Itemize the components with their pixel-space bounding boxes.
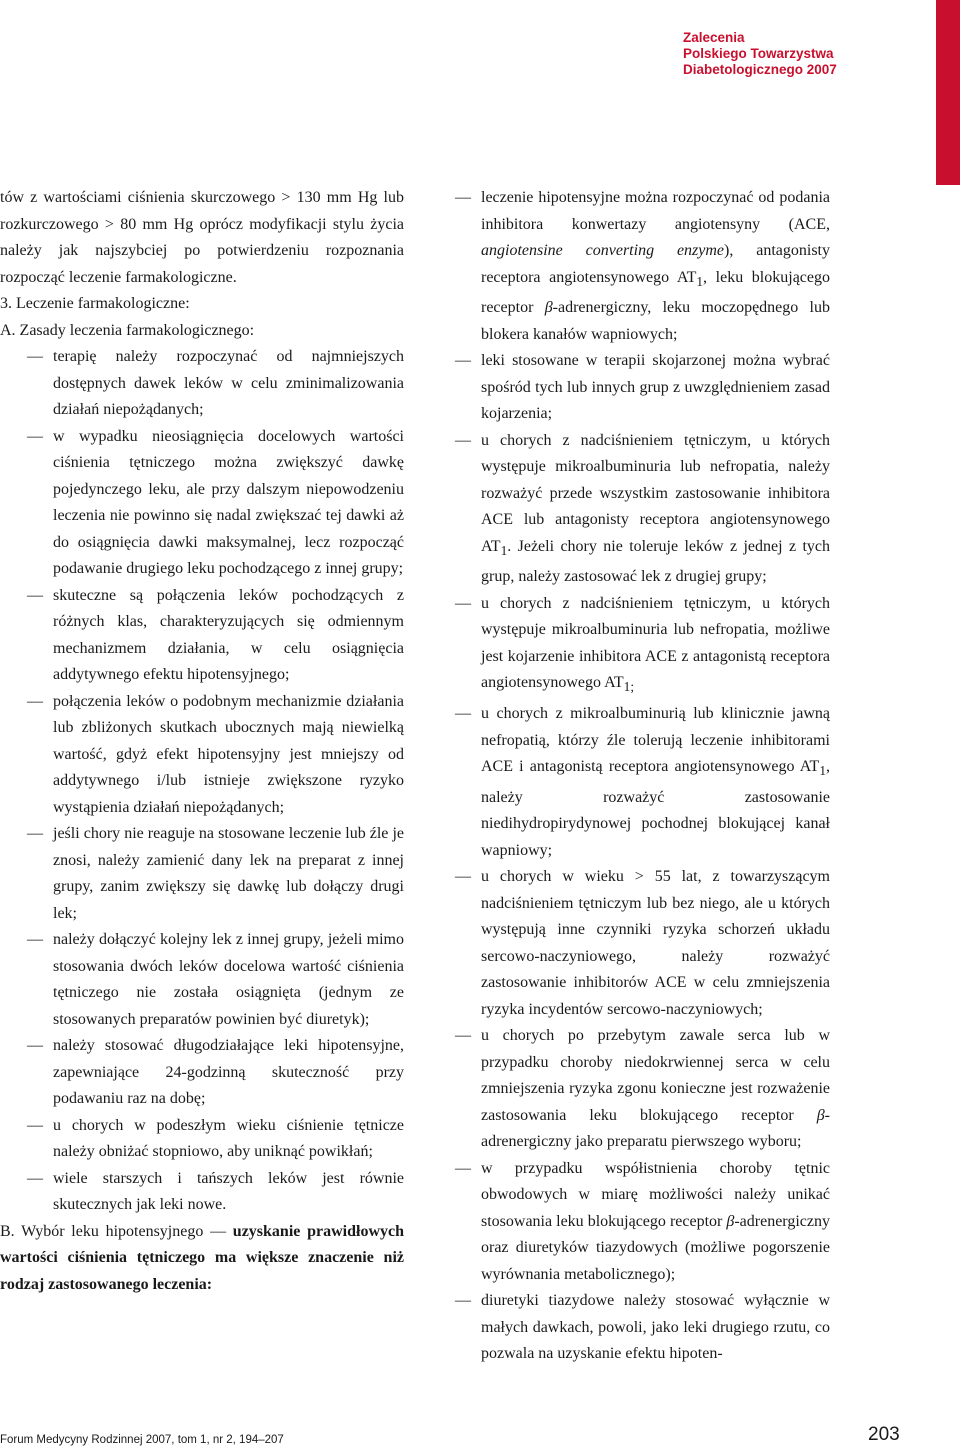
list-item: — jeśli chory nie reaguje na stosowane leczenie lub źle je znosi, należy zamienić dany lek na preparat z innej grupy, zanim zwiększy się dawkę lub dołączy drugi lek;: [27, 825, 404, 922]
list-item: — u chorych z mikroalbuminurią lub klinicznie jawną nefropatią, którzy źle tolerują leczenie inhibitorami ACE i antagonistą receptora angiotensynowego $AT_1$, należy rozważyć zastosowanie niedihydropirydynowej pochodnej blokującej kanał wapniowy;: [455, 705, 830, 859]
list-item: — należy stosować długodziałające leki hipotensyjne, zapewniające 24-godzinną skuteczność przy podawaniu raz na dobę;: [27, 1037, 404, 1107]
footer-citation: Forum Medycyny Rodzinnej 2007, tom 1, nr 2, 194–207: [0, 1434, 284, 1446]
accent-bar: [936, 0, 960, 185]
list-item: — wiele starszych i tańszych leków jest równie skutecznych jak leki nowe.: [27, 1169, 404, 1213]
section-a-heading: A. Zasady leczenia farmakologicznego:: [0, 321, 255, 339]
header-line-2: Polskiego Towarzystwa: [683, 46, 834, 61]
list-item: — u chorych z nadciśnieniem tętniczym, u których występuje mikroalbuminuria lub nefropatia, możliwe jest kojarzenie inhibitora ACE z antagonistą receptora angiotensynowego $AT_{1;}$: [455, 594, 830, 695]
list-item: — skuteczne są połączenia leków pochodzących z różnych klas, charakteryzujących się odmiennym mechanizmem działania, w celu osiągnięcia addytywnego efektu hipotensyjnego;: [27, 586, 404, 683]
list-item: — leki stosowane w terapii skojarzonej można wybrać spośród tych lub innych grup z uwzględnieniem zasad kojarzenia;: [455, 352, 830, 423]
header-line-1: Zalecenia: [683, 30, 745, 45]
journal-header: [683, 30, 883, 78]
list-item: — należy dołączyć kolejny lek z innej grupy, jeżeli mimo stosowania dwóch leków docelowa wartość ciśnienia tętniczego nie została osiągnięta (jednym ze stosowanych preparatów powinien być diuretyk);: [27, 931, 404, 1028]
list-item: — w wypadku nieosiągnięcia docelowych wartości ciśnienia tętniczego można zwiększyć dawkę pojedynczego leku, ale przy dalszym niepowodzeniu leczenia nie powinno się nadal zwiększać tej dawki aż do osiągnięcia dawki maksymalnej, lecz rozpocząć podawanie drugiego leku pochodzącego z innej grupy;: [27, 427, 404, 577]
list-item: — leczenie hipotensyjne można rozpoczynać od podania inhibitora konwertazy angiotensyny (ACE, angiotensine converting enzyme), antagonisty receptora angiotensynowego $AT_1$, leku blokującego receptor β-adrenergiczny, leku moczopędnego lub blokera kanałów wapniowych;: [455, 189, 831, 343]
list-item: — u chorych w wieku > 55 lat, z towarzyszącym nadciśnieniem tętniczym lub bez niego, ale u których występują inne czynniki ryzyka schorzeń układu sercowo-naczyniowego, należy rozważyć zastosowanie inhibitorów ACE w celu zmniejszenia ryzyka incydentów sercowo-naczyniowych;: [455, 868, 830, 1018]
intro-paragraph: tów z wartościami ciśnienia skurczowego > 130 mm Hg lub rozkurczowego > 80 mm Hg oprócz modyfikacji stylu życia należy jak najszybciej po potwierdzeniu rozpoznania rozpocząć leczenie farmakologiczne.: [0, 189, 404, 286]
list-item: — w przypadku współistnienia choroby tętnic obwodowych w miarę możliwości należy unikać stosowania leku blokującego receptor β-adrenergiczny oraz diuretyków tiazydowych (możliwe pogorszenie wyrównania metabolicznego);: [455, 1159, 830, 1283]
header-line-3: Diabetologicznego 2007: [683, 62, 837, 77]
list-item: — terapię należy rozpoczynać od najmniejszych dostępnych dawek leków w celu zminimalizowania działań niepożądanych;: [27, 348, 404, 418]
list-item: — połączenia leków o podobnym mechanizmie działania lub zbliżonych skutkach ubocznych mają niewielką wartość, gdyż efekt hipotensyjny jest mniejszy od addytywnego i/lub istnieje zwiększone ryzyko wystąpienia działań niepożądanych;: [27, 692, 404, 816]
section-b-heading: B. Wybór leku hipotensyjnego — uzyskanie prawidłowych wartości ciśnienia tętniczego ma większe znaczenie niż rodzaj zastosowanego leczenia:: [0, 1222, 404, 1293]
page-number: 203: [868, 1424, 900, 1445]
left-column: [0, 185, 404, 1298]
list-item: — u chorych po przebytym zawale serca lub w przypadku choroby niedokrwiennej serca w celu zmniejszenia ryzyka zgonu konieczne jest rozważenie zastosowania leku blokującego receptor β-adrenergiczny jako preparatu pierwszego wyboru;: [455, 1027, 830, 1151]
right-column: [455, 185, 830, 1368]
list-item: — u chorych w podeszłym wieku ciśnienie tętnicze należy obniżać stopniowo, aby uniknąć powikłań;: [27, 1116, 404, 1160]
list-item: — diuretyki tiazydowe należy stosować wyłącznie w małych dawkach, powoli, jako leki drugiego rzutu, co pozwala na uzyskanie efektu hipoten-: [455, 1292, 830, 1363]
list-item: — u chorych z nadciśnieniem tętniczym, u których występuje mikroalbuminuria lub nefropatia, należy rozważyć przede wszystkim zastosowanie inhibitora ACE lub antagonisty receptora angiotensynowego $AT_1$. Jeżeli chory nie toleruje leków z jednej z tych grup, należy zastosować lek z drugiej grupy;: [455, 431, 830, 586]
section-3-heading: 3. Leczenie farmakologiczne:: [0, 295, 190, 312]
